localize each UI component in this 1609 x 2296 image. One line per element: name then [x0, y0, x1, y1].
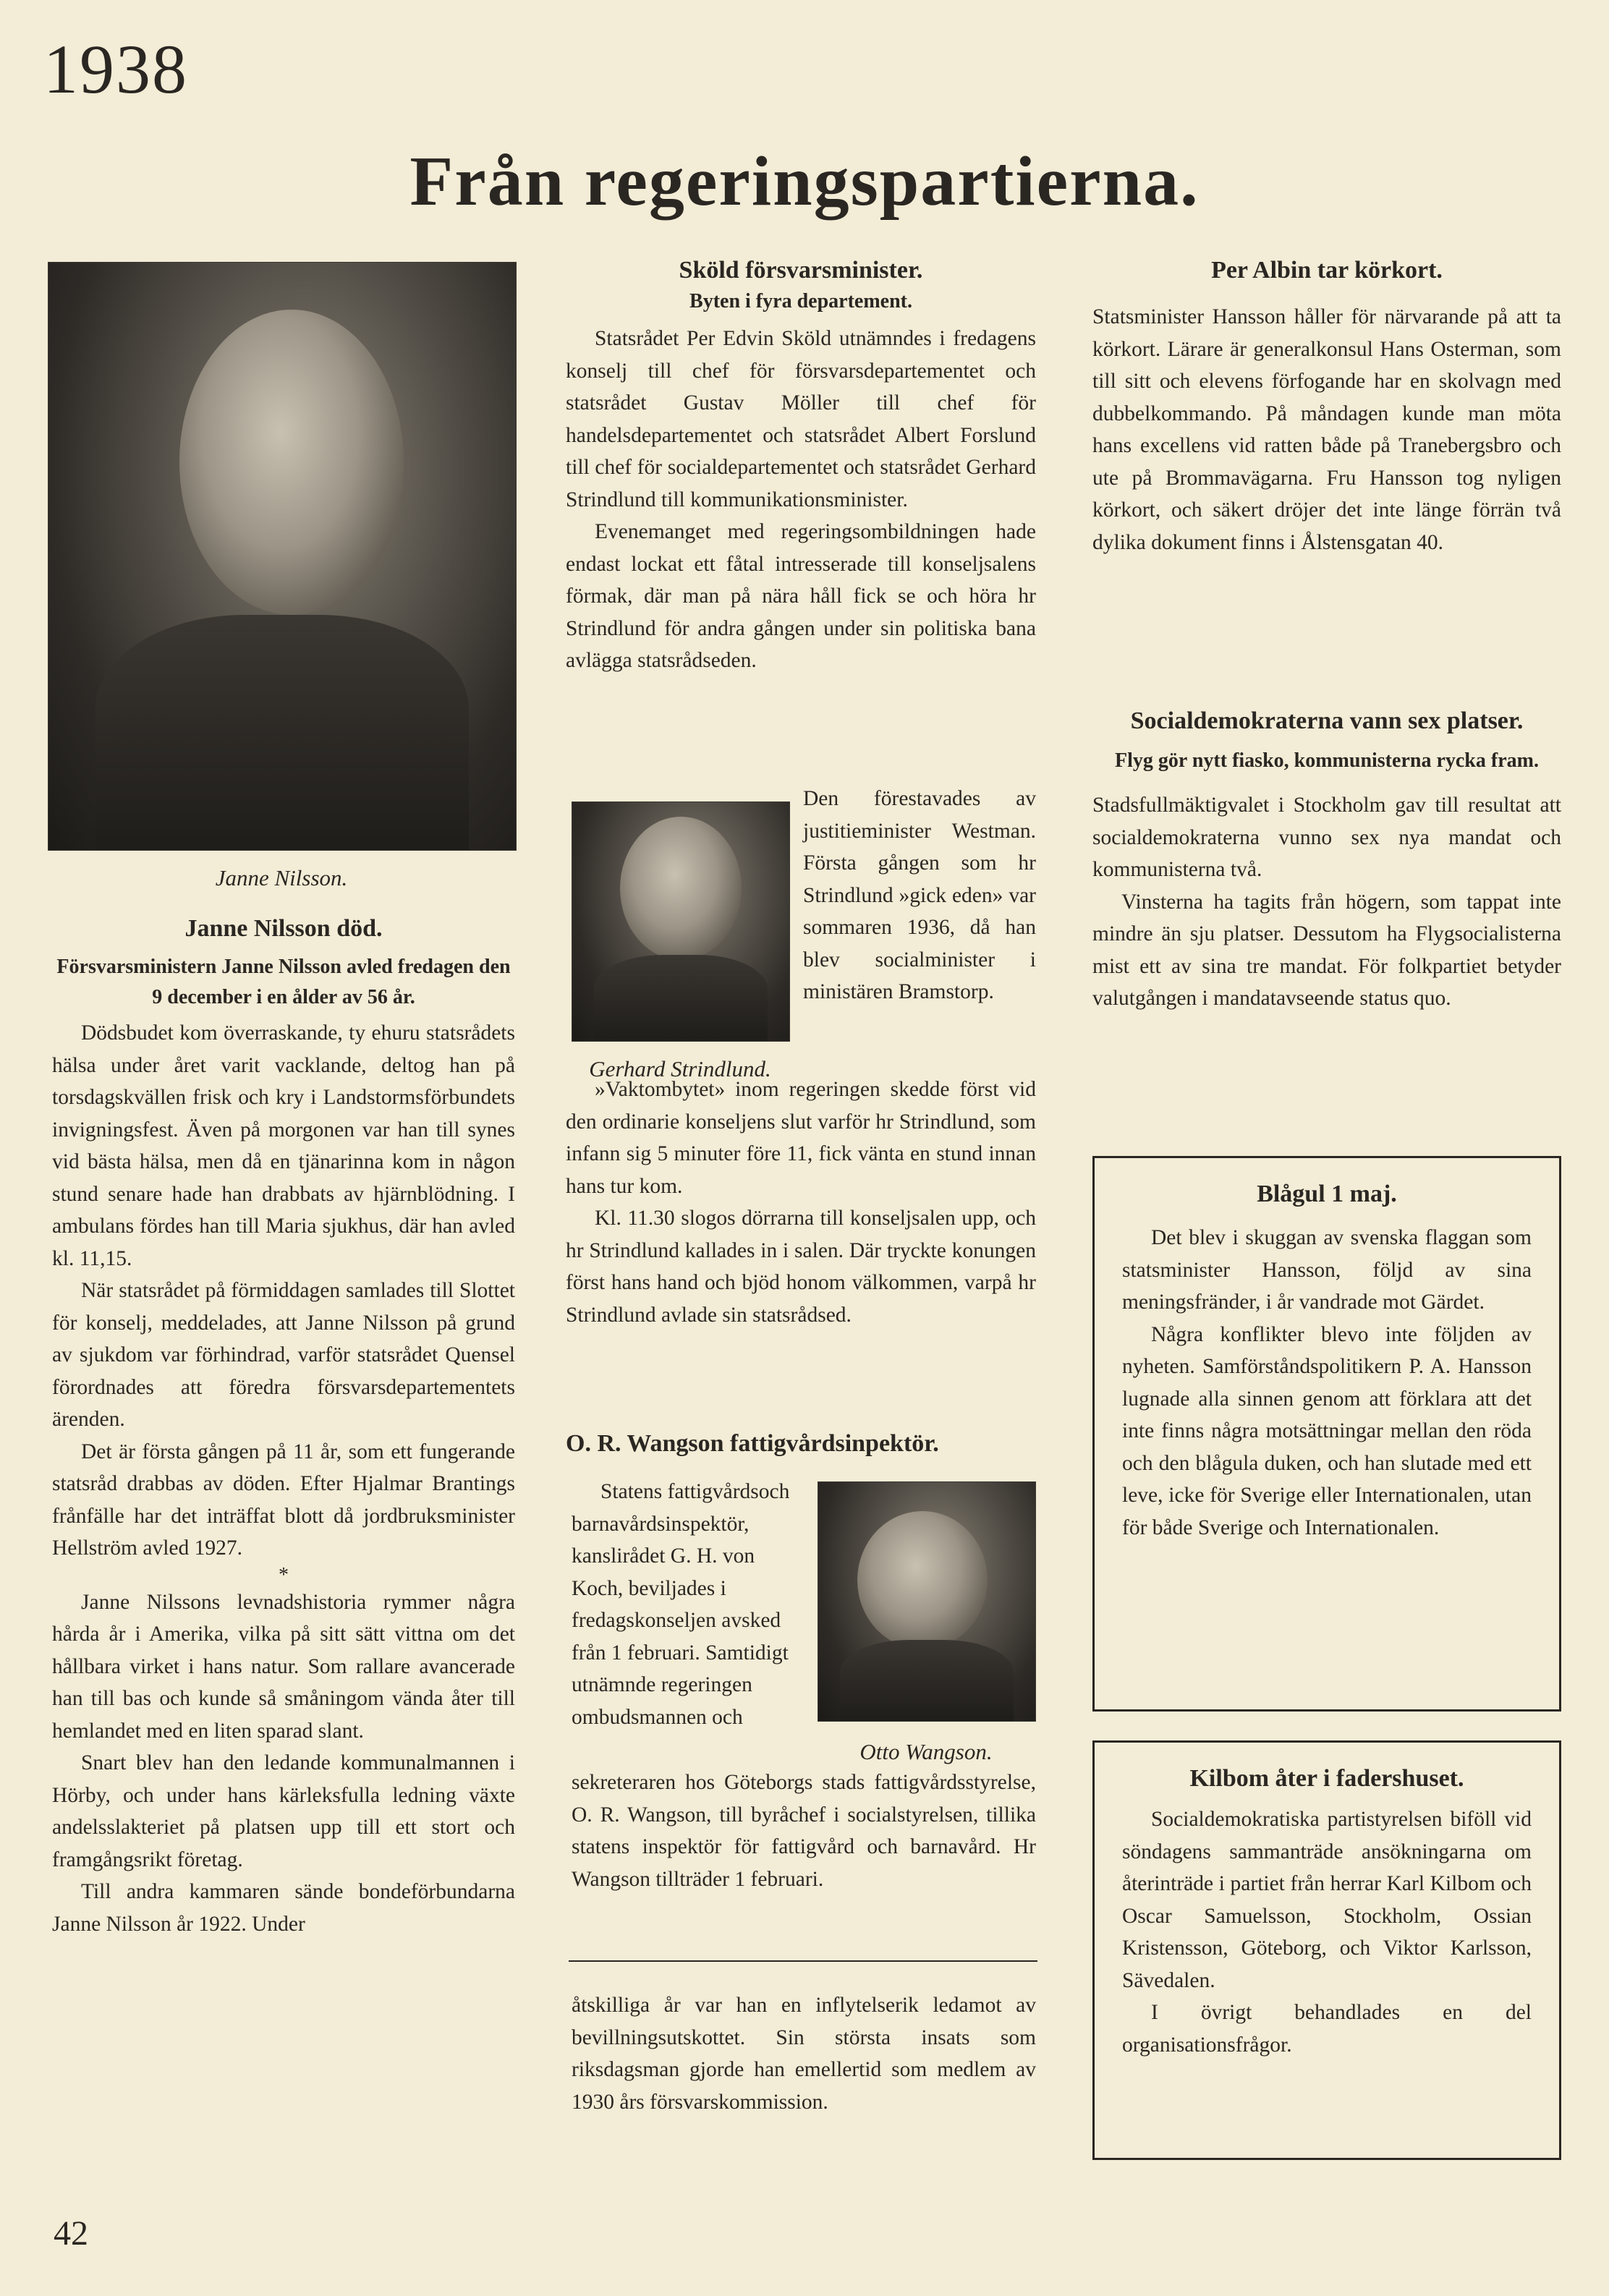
- paragraph: Till andra kammaren sände bondeförbundarna Janne Nilsson år 1922. Under: [52, 1880, 515, 1936]
- skold-headline: Sköld försvarsminister.: [679, 257, 923, 284]
- separator-star: *: [279, 1563, 289, 1586]
- gerhard-strindlund-photo: [572, 802, 790, 1042]
- page-year: 1938: [43, 30, 188, 108]
- paragraph: Det är första gången på 11 år, som ett fungerande statsråd drabbas av döden. Efter Hjalmar Brantings frånfälle har det inträffat blott då jordbruksminister Hellström avled 1927.: [52, 1440, 515, 1560]
- paragraph: I övrigt behandlades en del organisationsfrågor.: [1122, 2001, 1532, 2057]
- paragraph: Statsrådet Per Edvin Sköld utnämndes i fredagens konselj till chef för försvarsdepartementet och statsrådet Gustav Möller till chef för handelsdepartementet och statsrådet Albert Forslund till chef för socialdepartementet och statsrådet Gerhard Strindlund till kommunikationsminister.: [566, 327, 1036, 511]
- blagul-box: [1092, 1156, 1561, 1712]
- paragraph: Statens fattigvårdsoch barnavårdsinspektör, kanslirådet G. H. von Koch, beviljades i fredagskonseljen avsked från 1 februari. Samtidigt utnämnde regeringen ombudsmannen och: [572, 1480, 790, 1729]
- socialdemokraterna-subhead: Flyg gör nytt fiasko, kommunisterna rycka fram.: [1115, 749, 1539, 772]
- kilbom-headline: Kilbom åter i fadershuset.: [1189, 1765, 1464, 1792]
- paragraph: sekreteraren hos Göteborgs stads fattigvårdsstyrelse, O. R. Wangson, till byråchef i socialstyrelsen, tillika statens inspektör för fattigvård och barnavård. Hr Wangson tillträder 1 februari.: [572, 1771, 1036, 1891]
- column-3-middle: [1092, 705, 1561, 1015]
- paragraph: Janne Nilssons levnadshistoria rymmer några hårda år i Amerika, vilka på sitt sätt vittna om det hållbara virket i hans natur. Som rallare avancerade han till bas och kunde så småningom vända åter till hemlandet med en liten sparad slant.: [52, 1590, 515, 1743]
- paragraph: Den förestavades av justitieminister Westman. Första gången som hr Strindlund »gick eden» var sommaren 1936, då han blev socialminister i ministären Bramstorp.: [803, 787, 1036, 1003]
- gerhard-strindlund-caption: Gerhard Strindlund.: [589, 1056, 771, 1081]
- blagul-headline: Blågul 1 maj.: [1257, 1181, 1397, 1207]
- wangson-rest-text: [572, 1766, 1036, 1895]
- socialdemokraterna-headline: Socialdemokraterna vann sex platser.: [1130, 707, 1524, 734]
- paragraph: När statsrådet på förmiddagen samlades till Slottet för konselj, meddelades, att Janne Nilsson på grund av sjukdom var förhindrad, varför statsrådet Quensel förordnades att föredra försvarsdepartementets ärenden.: [52, 1279, 515, 1431]
- paragraph: Evenemanget med regeringsombildningen hade endast lockat ett fåtal intresserade till konseljsalens förmak, där man på nära håll fick se och höra hr Strindlund för andra gången under sin politiska bana avlägga statsrådseden.: [566, 520, 1036, 672]
- paragraph: Socialdemokratiska partistyrelsen biföll vid söndagens sammanträde ansökningarna om återinträde i partiet från herrar Karl Kilbom och Oscar Samuelsson, Stockholm, Ossian Kristensson, Göteborg, och Viktor Karlsson, Sävedalen.: [1122, 1808, 1532, 1992]
- column-divider-rule: [569, 1960, 1037, 1962]
- paragraph: »Vaktombytet» inom regeringen skedde först vid den ordinarie konseljens slut varför hr Strindlund, som infann sig 5 minuter före 11, fick vänta en stund innan hans tur kom.: [566, 1078, 1036, 1198]
- otto-wangson-photo: [818, 1481, 1036, 1722]
- per-albin-headline: Per Albin tar körkort.: [1211, 257, 1443, 284]
- column-2-top: [566, 255, 1036, 677]
- paragraph: Statsminister Hansson håller för närvarande på att ta körkort. Lärare är generalkonsul Hans Osterman, som till sitt och elevens förfogande har en skolvagn med dubbelkommando. På måndagen kunde man möta hans excellens vid ratten både på Tranebergsbro och ute på Brommavägarna. Fru Hansson tog nyligen körkort, och säkert dröjer det inte länge förrän två dylika dokument finns i Ålstensgatan 40.: [1092, 305, 1561, 554]
- janne-nilsson-photo: [48, 262, 517, 851]
- page-number: 42: [54, 2214, 88, 2253]
- column-2-middle: [566, 1073, 1036, 1331]
- strindlund-wrap-text: [803, 783, 1036, 1008]
- paragraph: Dödsbudet kom överraskande, ty ehuru statsrådets hälsa under året varit vacklande, deltog han på torsdagskvällen frisk och kry i Landstormsförbundets invigningsfest. Även på morgonen var han till synes vid bästa hälsa, men då en tjänarinna kom in någon stund senare hade han drabbats av hjärnblödning. I ambulans fördes han till Maria sjukhus, där han avled kl. 11,15.: [52, 1021, 515, 1270]
- janne-nilsson-caption: Janne Nilsson.: [215, 865, 348, 890]
- column-3-top: [1092, 255, 1561, 558]
- janne-nilsson-subhead: Försvarsministern Janne Nilsson avled fredagen den 9 december i en ålder av 56 år.: [56, 956, 511, 1008]
- skold-subhead: Byten i fyra departement.: [689, 290, 912, 312]
- paragraph: Stadsfullmäktigvalet i Stockholm gav till resultat att socialdemokraterna vunno sex nya mandat och kommunisterna två.: [1092, 794, 1561, 881]
- paragraph: Några konflikter blevo inte följden av nyheten. Samförståndspolitikern P. A. Hansson lugnade alla sinnen genom att förklara att det inte finns några motsättningar mellan den röda och den blågula duken, och han slutade med ett leve, icke för Sverige eller Internationalen, utan för både Sverige och Internationalen.: [1122, 1322, 1532, 1539]
- paragraph: Kl. 11.30 slogos dörrarna till konseljsalen upp, och hr Strindlund kallades in i salen. Där tryckte konungen först hans hand och bjöd honom välkommen, varpå hr Strindlund avlade sin statsrådsed.: [566, 1207, 1036, 1327]
- paragraph: åtskilliga år var han en inflytelserik ledamot av bevillningsutskottet. Sin största insats som riksdagsman gjorde han emellertid som medlem av 1930 års försvarskommission.: [572, 1994, 1036, 2114]
- paragraph: Vinsterna ha tagits från högern, som tappat inte mindre än sju platser. Dessutom ha Flygsocialisterna mist ett av sina tre mandat. För folkpartiet betyder valutgången i mandatavseende status quo.: [1092, 890, 1561, 1010]
- column-2-continuation: [572, 1989, 1036, 2118]
- page-title: Från regeringspartierna.: [409, 143, 1200, 221]
- wangson-wrap-text: [572, 1476, 810, 1733]
- kilbom-box: [1092, 1740, 1561, 2160]
- paragraph: Det blev i skuggan av svenska flaggan som statsminister Hansson, följd av sina meningsfränder, i år vandrade mot Gärdet.: [1122, 1226, 1532, 1314]
- otto-wangson-caption: Otto Wangson.: [859, 1739, 993, 1764]
- column-1: [52, 913, 515, 1940]
- wangson-headline: O. R. Wangson fattigvårdsinpektör.: [566, 1430, 939, 1457]
- paragraph: Snart blev han den ledande kommunalmannen i Hörby, och under hans kärleksfulla ledning växte andelsslakteriet på platsen upp till ett stort och framgångsrikt företag.: [52, 1751, 515, 1871]
- janne-nilsson-headline: Janne Nilsson död.: [184, 915, 383, 942]
